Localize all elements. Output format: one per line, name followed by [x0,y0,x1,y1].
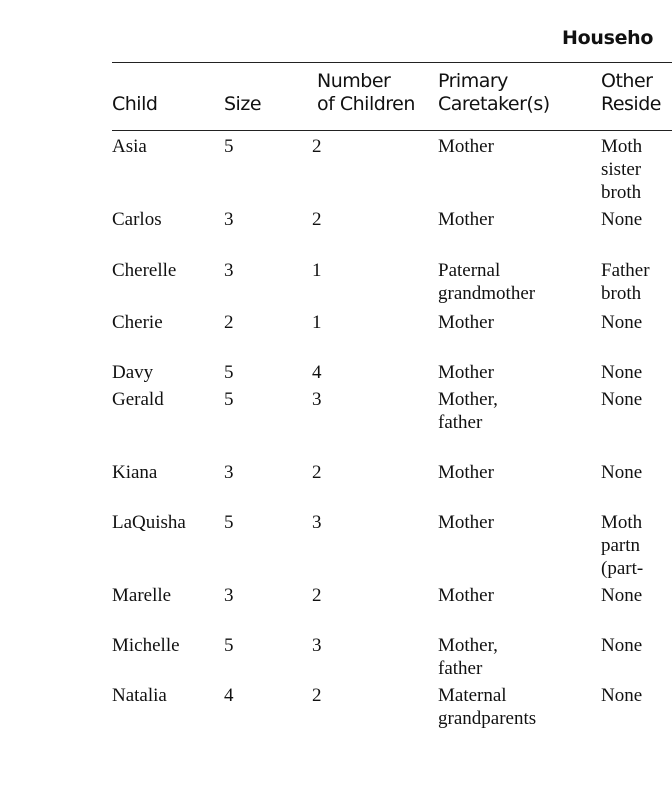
cell-children: 4 [312,362,322,383]
cell-child: Cherelle [112,260,177,281]
cell-caretaker: Mother, father [438,389,498,433]
cell-size: 5 [224,512,234,533]
cell-other-residents: None [601,462,643,483]
cell-size: 5 [224,362,234,383]
cell-caretaker: Mother, father [438,635,498,679]
cell-children: 1 [312,260,322,281]
cell-size: 5 [224,136,234,157]
cell-child: Marelle [112,585,172,606]
cell-caretaker: Maternal grandparents [438,685,537,729]
cell-size: 4 [224,685,234,706]
top-rule [112,62,672,63]
header-size: Size [224,93,262,115]
cell-children: 2 [312,462,322,483]
cell-other-residents: None [601,585,643,606]
cell-size: 3 [224,585,234,606]
cell-children: 1 [312,312,322,333]
cell-caretaker: Paternal grandmother [438,260,536,304]
cell-other-residents: None [601,685,643,706]
cell-size: 3 [224,209,234,230]
cell-caretaker: Mother [438,312,494,333]
header-primary-caretakers: Primary Caretaker(s) [438,70,550,115]
cell-caretaker: Mother [438,462,494,483]
cell-size: 3 [224,260,234,281]
cell-size: 5 [224,389,234,410]
cell-other-residents: None [601,362,643,383]
cell-children: 3 [312,635,322,656]
header-other-residents: Other Reside [601,70,661,115]
cell-children: 3 [312,512,322,533]
cell-other-residents: Moth sister broth [601,136,643,203]
cell-child: Davy [112,362,154,383]
cell-other-residents: Moth partn (part- [601,512,644,579]
cell-children: 2 [312,136,322,157]
header-number-of-children: Number of Children [317,70,415,115]
cell-other-residents: None [601,389,643,410]
cell-children: 2 [312,685,322,706]
cell-children: 3 [312,389,322,410]
cell-child: Natalia [112,685,167,706]
cell-size: 3 [224,462,234,483]
cell-child: Asia [112,136,147,157]
header-child: Child [112,93,158,115]
cell-child: Gerald [112,389,164,410]
cell-child: LaQuisha [112,512,186,533]
cell-other-residents: Father broth [601,260,650,304]
cell-caretaker: Mother [438,209,494,230]
cell-child: Michelle [112,635,180,656]
cell-caretaker: Mother [438,585,494,606]
cell-caretaker: Mother [438,362,494,383]
table-title: Househo [562,27,654,49]
cell-size: 5 [224,635,234,656]
cell-child: Kiana [112,462,158,483]
cell-caretaker: Mother [438,136,494,157]
cell-children: 2 [312,209,322,230]
cell-caretaker: Mother [438,512,494,533]
cell-children: 2 [312,585,322,606]
cell-child: Carlos [112,209,162,230]
header-rule [112,130,672,131]
cell-size: 2 [224,312,234,333]
cell-child: Cherie [112,312,163,333]
cell-other-residents: None [601,312,643,333]
cell-other-residents: None [601,635,643,656]
cell-other-residents: None [601,209,643,230]
